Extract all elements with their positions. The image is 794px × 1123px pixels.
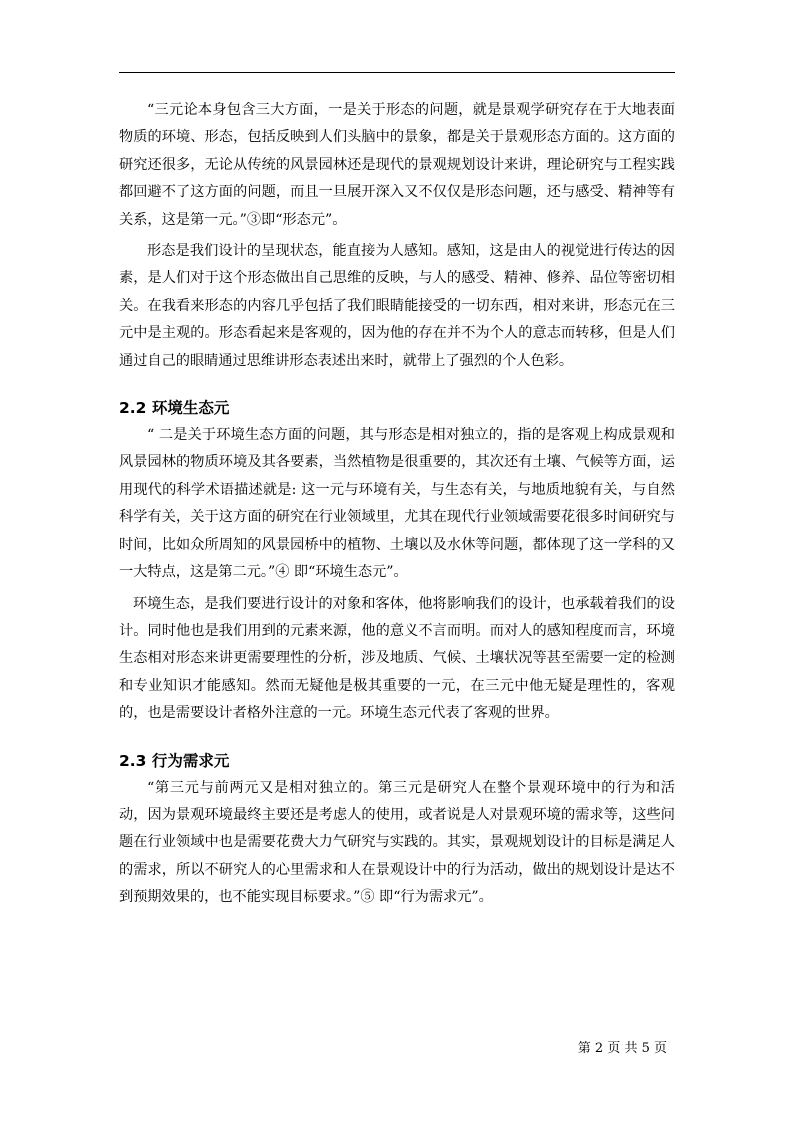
paragraph-shape-quote: “三元论本身包含三大方面，一是关于形态的问题，就是景观学研究存在于大地表面物质的环境、形态，包括反映到人们头脑中的景象，都是关于景观形态方面的。这方面的研究还很多，无论从传统的风景园林还是现代的景观规划设计来讲，理论研究与工程实践都回避不了这方面的问题，而且一旦展开深入又不仅仅是形态问题，还与感受、精神等有关系，这是第一元。”③即“形态元”。 (119, 102, 675, 228)
paragraph-behavior-quote: “第三元与前两元又是相对独立的。第三元是研究人在整个景观环境中的行为和活动，因为景观环境最终主要还是考虑人的使用，或者说是人对景观环境的需求等，这些问题在行业领域中也是需要花费大力气研究与实践的。其实，景观规划设计的目标是满足人的需求，所以不研究人的心里需求和人在景观设计中的行为活动，做出的规划设计是达不到预期效果的，也不能实现目标要求。”⑤ 即“行为需求元”。 (119, 779, 675, 906)
document-body (119, 97, 675, 912)
paragraph-shape-analysis: 形态是我们设计的呈现状态，能直接为人感知。感知，这是由人的视觉进行传达的因素，是人们对于这个形态做出自己思维的反映，与人的感受、精神、修养、品位等密切相关。在我看来形态的内容几乎包括了我们眼睛能接受的一切东西，相对来讲，形态元在三元中是主观的。形态看起来是客观的，因为他的存在并不为个人的意志而转移，但是人们通过自己的眼睛通过思维讲形态表述出来时，就带上了强烈的个人色彩。 (119, 243, 675, 369)
paragraph-environment-analysis: 环境生态，是我们要进行设计的对象和客体，他将影响我们的设计，也承载着我们的设计。同时他也是我们用到的元素来源，他的意义不言而明。而对人的感知程度而言，环境生态相对形态来讲更需要理性的分析，涉及地质、气候、土壤状况等甚至需要一定的检测和专业知识才能感知。然而无疑他是极其重要的一元，在三元中他无疑是理性的，客观的，也是需要设计者格外注意的一元。环境生态元代表了客观的世界。 (119, 595, 675, 722)
page-number: 第 2 页 共 5 页 (577, 1041, 667, 1056)
paragraph-environment-quote: “ 二是关于环境生态方面的问题，其与形态是相对独立的，指的是客观上构成景观和风景园林的物质环境及其各要素，当然植物是很重要的，其次还有土壤、气候等方面，运用现代的科学术语描述就是: 这一元与环境有关，与生态有关，与地质地貌有关，与自然科学有关，关于这方面的研究在行业领域里，尤其在现代行业领域需要花很多时间研究与时间，比如众所周知的风景园桥中的植物、土壤以及水休等问题，都体现了这一学科的又一大特点，这是第二元。”④ 即“环境生态元”。 (119, 427, 675, 581)
heading-behavior-demand: 2.3 行为需求元 (119, 751, 230, 770)
heading-environment-ecology: 2.2 环境生态元 (119, 399, 230, 418)
header-rule (119, 72, 675, 73)
